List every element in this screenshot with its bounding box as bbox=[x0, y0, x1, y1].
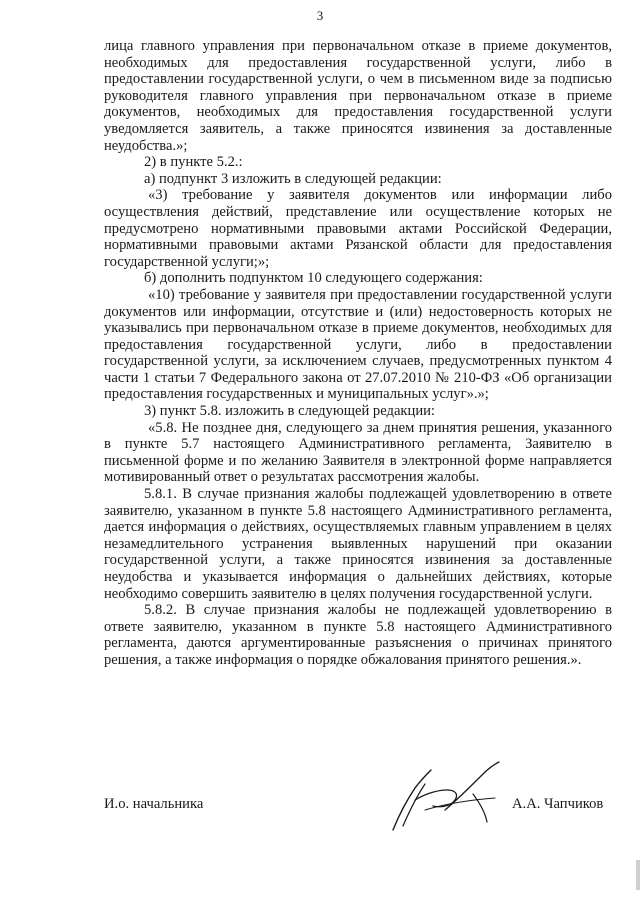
signatory-name: А.А. Чапчиков bbox=[512, 796, 604, 812]
paragraph: 5.8.2. В случае признания жалобы не подлежащей удовлетворению в ответе заявителю, указанном в пункте 5.8 настоящего Административного регламента, даются аргументированные разъяснения о причинах принятого решения, а также информация о порядке обжалования принятого решения.». bbox=[104, 602, 612, 668]
page-number: 3 bbox=[316, 8, 324, 23]
paragraph: лица главного управления при первоначальном отказе в приеме документов, необходимых для предоставления государственной услуги, либо в предоставлении государственной услуги, о чем в письменном виде за подписью руководителя главного управления при первоначальном отказе в приеме документов, необходимых для предоставления государственной услуги уведомляется заявитель, а также приносятся извинения за доставленные неудобства.»; bbox=[104, 38, 612, 154]
paragraph: «10) требование у заявителя при предоставлении государственной услуги документов или информации, отсутствие и (или) недостоверность которых не указывались при первоначальном отказе в приеме документов, необходимых для предоставления государственной услуги, либо в предоставлении государственной услуги, за исключением случаев, предусмотренных пунктом 4 части 1 статьи 7 Федерального закона от 27.07.2010 № 210-ФЗ «Об организации предоставления государственных и муниципальных услуг».»; bbox=[104, 286, 612, 403]
signature-block bbox=[0, 760, 640, 840]
paragraph: б) дополнить подпунктом 10 следующего содержания: bbox=[144, 270, 483, 287]
scan-edge-mark bbox=[636, 860, 640, 890]
paragraph: 3) пункт 5.8. изложить в следующей редакции: bbox=[144, 403, 435, 420]
paragraph: а) подпункт 3 изложить в следующей редакции: bbox=[144, 170, 442, 187]
handwritten-signature bbox=[385, 760, 515, 835]
signatory-position: И.о. начальника bbox=[104, 796, 204, 812]
paragraph: 2) в пункте 5.2.: bbox=[144, 154, 243, 171]
paragraph: «3) требование у заявителя документов или информации либо осуществления действий, представление или осуществление которых не предусмотрено нормативными правовыми актами Российской Федерации, нормативными правовыми актами Рязанской области для предоставления государственной услуги;»; bbox=[104, 187, 612, 270]
paragraph: «5.8. Не позднее дня, следующего за днем принятия решения, указанного в пункте 5.7 настоящего Административного регламента, Заявителю в письменной форме и по желанию Заявителя в электронной форме направляется мотивированный ответ о результатах рассмотрения жалобы. bbox=[104, 419, 612, 486]
document-body bbox=[104, 38, 612, 669]
paragraph: 5.8.1. В случае признания жалобы подлежащей удовлетворению в ответе заявителю, указанном в пункте 5.8 настоящего Административного регламента, дается информация о действиях, осуществляемых главным управлением в целях незамедлительного устранения выявленных нарушений при оказании государственной услуги, а также приносятся извинения за доставленные неудобства и указывается информация о дальнейших действиях, которые необходимо совершить заявителю в целях получения государственной услуги. bbox=[104, 486, 612, 602]
